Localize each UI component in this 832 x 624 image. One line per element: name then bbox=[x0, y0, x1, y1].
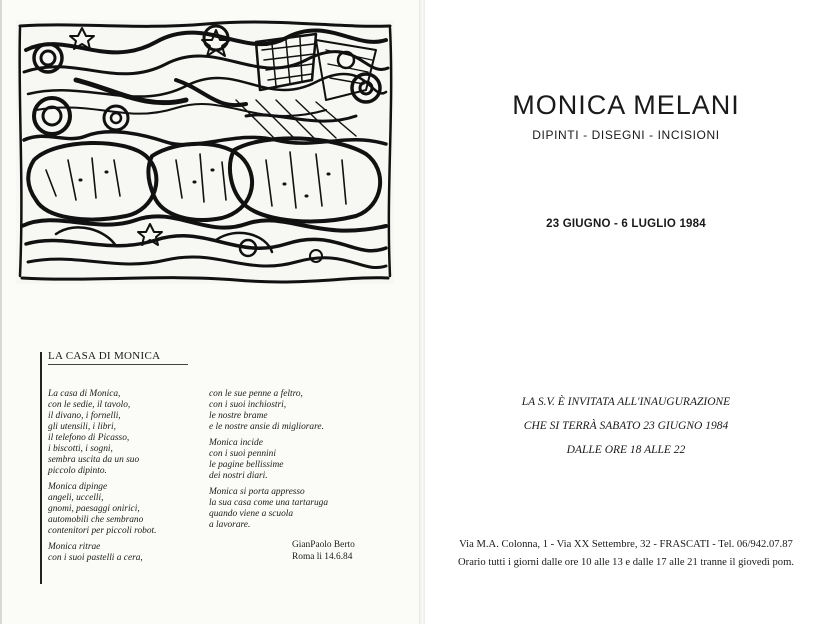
poem-line: dei nostri diari. bbox=[209, 471, 268, 481]
poem-column-1 bbox=[48, 389, 198, 569]
invitation-text bbox=[420, 390, 832, 462]
poem-author: GianPaolo Berto bbox=[292, 540, 355, 550]
poem-line: contenitori per piccoli robot. bbox=[48, 526, 157, 536]
poem-title: LA CASA DI MONICA bbox=[48, 350, 161, 362]
poem-line: Monica incide bbox=[209, 438, 263, 448]
poem-line: piccolo dipinto. bbox=[48, 466, 107, 476]
poem-line: Monica ritrae bbox=[48, 542, 101, 552]
poem-line: con le sue penne a feltro, bbox=[209, 389, 303, 399]
poem-signature bbox=[292, 539, 355, 563]
poem-title-rule bbox=[48, 364, 188, 365]
exhibition-dates: 23 GIUGNO - 6 LUGLIO 1984 bbox=[546, 218, 706, 230]
poem-line: La casa di Monica, bbox=[48, 389, 121, 399]
poem-line: il telefono di Picasso, bbox=[48, 433, 130, 443]
poem-line: le nostre brame bbox=[209, 411, 268, 421]
poem-line: a lavorare. bbox=[209, 520, 251, 530]
poem-line: Monica si porta appresso bbox=[209, 487, 305, 497]
poem-stanza bbox=[209, 438, 379, 482]
poem-line: sembra uscita da un suo bbox=[48, 455, 140, 465]
poem-line: la sua casa come una tartaruga bbox=[209, 498, 329, 508]
etching-artwork bbox=[16, 20, 394, 284]
poem-stanza bbox=[48, 389, 198, 477]
poem-line: con le sedie, il tavolo, bbox=[48, 400, 131, 410]
poem-stanza bbox=[209, 487, 379, 531]
poem-line: quando viene a scuola bbox=[209, 509, 294, 519]
poem-line: angeli, uccelli, bbox=[48, 493, 104, 503]
gallery-address bbox=[420, 536, 832, 572]
poem-line: con i suoi pennini bbox=[209, 449, 276, 459]
poem-column-2 bbox=[209, 389, 379, 536]
poem-line: Monica dipinge bbox=[48, 482, 108, 492]
opening-hours: Orario tutti i giorni dalle ore 10 alle 13 e dalle 17 alle 21 tranne il giovedì pom. bbox=[458, 557, 794, 568]
poem-stanza bbox=[48, 542, 198, 564]
poem-line: il divano, i fornelli, bbox=[48, 411, 121, 421]
poem-line: gli utensili, i libri, bbox=[48, 422, 116, 432]
invitation-line: DALLE ORE 18 ALLE 22 bbox=[566, 444, 686, 456]
poem-line: con i suoi inchiostri, bbox=[209, 400, 287, 410]
exhibition-subtitle: DIPINTI - DISEGNI - INCISIONI bbox=[532, 128, 720, 142]
poem-line: e le nostre ansie di migliorare. bbox=[209, 422, 324, 432]
invitation-line: LA S.V. È INVITATA ALL'INAUGURAZIONE bbox=[521, 396, 731, 408]
poem-stanza bbox=[48, 482, 198, 537]
poem-stanza bbox=[209, 389, 379, 433]
poem-line: automobili che sembrano bbox=[48, 515, 144, 525]
invitation-line: CHE SI TERRÀ SABATO 23 GIUGNO 1984 bbox=[523, 420, 729, 432]
poem-line: le pagine bellissime bbox=[209, 460, 284, 470]
poem-margin-bar bbox=[40, 352, 42, 584]
address-line: Via M.A. Colonna, 1 - Via XX Settembre, 32 - FRASCATI - Tel. 06/942.07.87 bbox=[459, 539, 793, 550]
artist-name: MONICA MELANI bbox=[512, 90, 740, 120]
poem-line: i biscotti, i sogni, bbox=[48, 444, 113, 454]
poem-line: gnomi, paesaggi onirici, bbox=[48, 504, 140, 514]
poem-place-date: Roma li 14.6.84 bbox=[292, 552, 353, 562]
poem-line: con i suoi pastelli a cera, bbox=[48, 553, 143, 563]
